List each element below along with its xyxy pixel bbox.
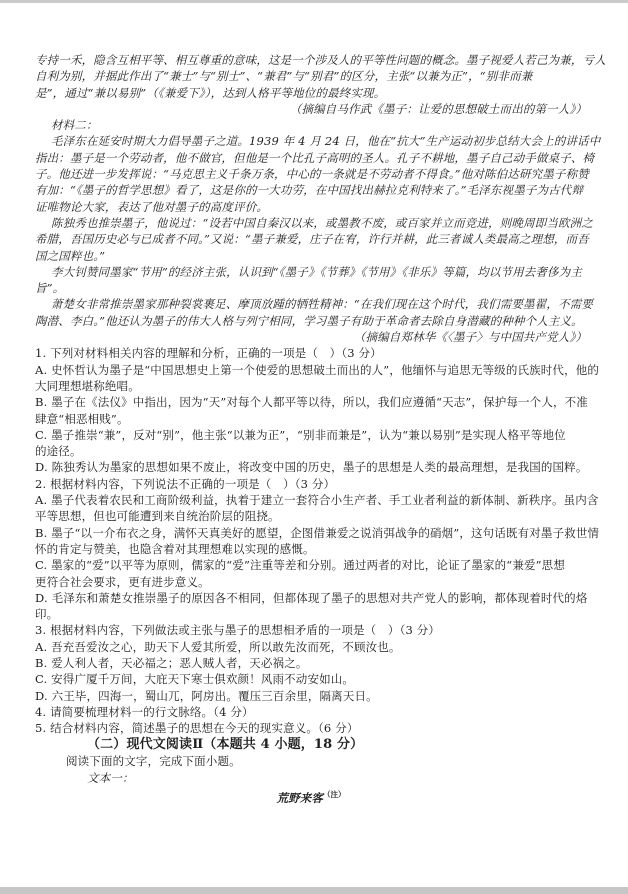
- text-line: 指出：墨子是一个劳动者，他不做官，但他是一个比孔子高明的圣人。孔子不耕地，墨子自己动手做桌子、椅: [35, 150, 595, 165]
- footnote-marker: （注）: [323, 790, 346, 800]
- text-line: D. 六王毕，四海一，蜀山兀，阿房出。覆压三百余里，隔离天日。: [35, 688, 378, 703]
- text-line: 陶潜、李白。”他还认为墨子的伟大人格与列宁相同，学习墨子有助于革命者去除自身潜藏的种种个人主义。: [35, 313, 583, 328]
- text-line: 萧楚女非常推崇墨家那种裂裳裹足、摩顶放踵的牺牲精神：“在我们现在这个时代，我们需要墨翟，不需要: [51, 297, 593, 312]
- reading-passage-title: 荒野来客$^{(注)}$: [276, 790, 346, 805]
- text-line: C. 墨子推崇“兼”，反对“别”，他主张“以兼为正”，“别非而兼是”，认为“兼以易别”是实现人格平等地位: [35, 427, 566, 442]
- exam-page: [35, 52, 606, 806]
- text-line: B. 墨子在《法仪》中指出，因为“天”对每个人都平等以待，所以，我们应遵循“天志”，保护每一个人，不准: [35, 395, 588, 410]
- text-line: 旨”。: [35, 281, 65, 296]
- text-line: A. 墨子代表着农民和工商阶级利益，执着于建立一套符合小生产者、手工业者利益的新体制、新秩序。虽内含: [35, 493, 599, 508]
- text-line: A. 吾充吾爱汝之心，助天下人爱其所爱，所以敢先汝而死，不顾汝也。: [35, 639, 401, 654]
- page-bottom-edge: [0, 887, 628, 894]
- text-line: 5. 结合材料内容，简述墨子的思想在今天的现实意义。（6 分）: [35, 721, 359, 736]
- text-line: B. 墨子“以一介布衣之身，满怀天真美好的愿望，企图借兼爱之说消弭战争的硝烟”，这句话既有对墨子救世情: [35, 525, 600, 540]
- page-top-edge: [0, 0, 628, 3]
- text-line: A. 史怀哲认为墨子是“中国思想史上第一个使爱的思想破土而出的人”，他缅怀与追思无等级的氏族时代，他的: [35, 362, 600, 377]
- text-line: 有加：“《墨子的哲学思想》看了，这是你的一大功劳，在中国找出赫拉克利特来了。”毛泽东视墨子为古代辩: [35, 183, 584, 198]
- source-attribution: （摘编自郑林华《〈墨子〉与中国共产党人》）: [353, 330, 587, 345]
- text-line: 阅读下面的文字，完成下面小题。: [66, 754, 241, 769]
- text-line: C. 安得广厦千万间，大庇天下寒士俱欢颜！风雨不动安如山。: [35, 672, 355, 687]
- text-line: 子。他还进一步发挥说：“马克思主义千条万条，中心的一条就是不劳动者不得食。”他对陈伯达研究墨子称赞: [35, 167, 589, 182]
- text-line: 的途径。: [35, 444, 82, 459]
- text-line: D. 毛泽东和萧楚女推崇墨子的原因各不相同，但都体现了墨子的思想对共产党人的影响，都体现着时代的烙: [35, 590, 588, 605]
- text-line: 是”，通过“兼以易别”（《兼爱下》），达到人格平等地位的最终实现。: [35, 85, 386, 100]
- text-line: 怀的肯定与赞美，也隐含着对其理想难以实现的感慨。: [35, 541, 315, 556]
- text-line: 印。: [35, 607, 59, 622]
- text-line: 2. 根据材料内容，下列说法不正确的一项是（ ）（3 分）: [35, 476, 336, 491]
- document-lines: [35, 52, 606, 806]
- text-line: 材料二：: [51, 118, 98, 133]
- text-line: 更符合社会要求，更有进步意义。: [35, 574, 210, 589]
- text-line: 3. 根据材料内容，下列做法或主张与墨子的思想相矛盾的一项是（ ）（3 分）: [35, 623, 441, 638]
- section-heading: （二）现代文阅读Ⅱ（本题共 4 小题，18 分）: [87, 737, 364, 753]
- text-line: 毛泽东在延安时期大力倡导墨子之道。1939 年 4 月 24 日，他在“抗大”生产运动初步总结大会上的讲话中: [51, 134, 601, 149]
- text-line: C. 墨家的“爱”以平等为原则，儒家的“爱”注重等差和分别。通过两者的对比，论证了墨家的“兼爱”思想: [35, 558, 565, 573]
- text-line: 大同理想堪称绝唱。: [35, 378, 140, 393]
- text-line: 4. 请简要梳理材料一的行文脉络。（4 分）: [35, 704, 254, 719]
- text-line: 国之国粹也。”: [35, 248, 106, 263]
- text-line: 文本一：: [87, 770, 134, 785]
- text-line: B. 爱人利人者，天必福之；恶人贼人者，天必祸之。: [35, 655, 308, 670]
- text-line: 肆意“相恶相贱”。: [35, 411, 129, 426]
- text-line: 自利为别，并据此作出了“兼士”与“别士”、“兼君”与“别君”的区分，主张“以兼为正”，“别非而兼: [35, 69, 533, 84]
- text-line: 1. 下列对材料相关内容的理解和分析，正确的一项是（ ）（3 分）: [35, 346, 382, 361]
- text-line: 希腊，吾国历史必与已成者不同。”又说：“墨子兼爱，庄子在宥，许行并耕，此三者诚人类最高之理想，而吾: [35, 232, 589, 247]
- text-line: 专持一禾，隐含互相平等、相互尊重的意味，这是一个涉及人的平等性问题的概念。墨子视爱人若己为兼，亏人: [35, 53, 606, 67]
- text-line: 平等思想，但也可能遭到来自统治阶层的阻挠。: [35, 509, 280, 524]
- text-line: 陈独秀也推崇墨子，他说过：“设若中国自秦汉以来，或墨教不废，或百家并立而竞进，则晚周即当欧洲之: [51, 215, 593, 230]
- source-attribution: （摘编自马作武《墨子：让爱的思想破土而出的第一人》）: [289, 101, 587, 116]
- text-line: 李大钊赞同墨家“节用”的经济主张，认识到“《墨子》《节葬》《节用》《非乐》等篇，均以节用去奢侈为主: [51, 264, 582, 279]
- text-line: D. 陈独秀认为墨家的思想如果不废止，将改变中国的历史，墨子的思想是人类的最高理想，是我国的国粹。: [35, 460, 588, 475]
- text-line: 证唯物论大家，表达了他对墨子的高度评价。: [35, 199, 268, 214]
